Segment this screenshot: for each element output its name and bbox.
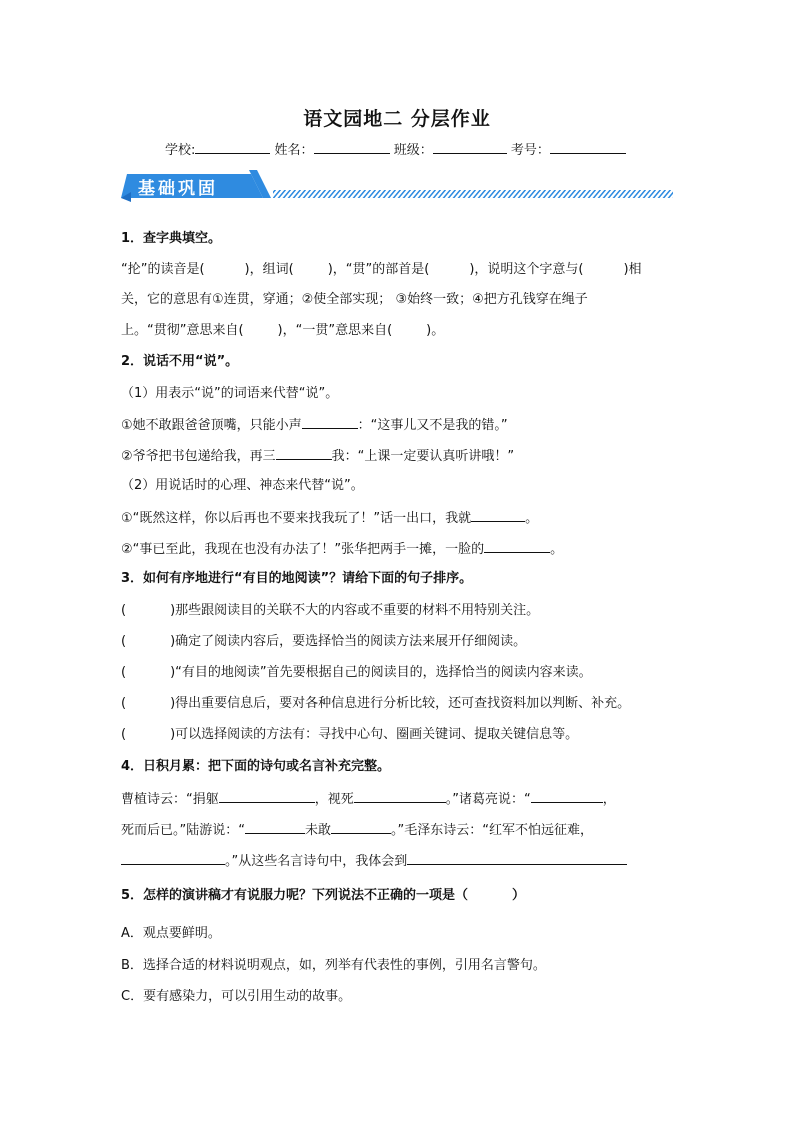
school-label: 学校: bbox=[165, 143, 196, 158]
q4-line-3: 。”从这些名言诗句中，我体会到 bbox=[121, 851, 627, 871]
school-blank[interactable] bbox=[195, 141, 270, 154]
q1-line-1: “抡”的读音是( )，组词( )，“贯”的部首是( )，说明这个字意与( )相 bbox=[121, 262, 642, 277]
page-title: 语文园地二 分层作业 bbox=[303, 108, 491, 130]
q4-blank-1[interactable] bbox=[219, 789, 315, 803]
number-blank[interactable] bbox=[550, 141, 626, 154]
q5-option-c: C．要有感染力，可以引用生动的故事。 bbox=[121, 989, 352, 1004]
q3-item-5: ( )可以选择阅读的方法有：寻找中心句、圈画关键词、提取关键信息等。 bbox=[121, 727, 579, 742]
q1-line-3: 上。“贯彻”意思来自( )，“一贯”意思来自( )。 bbox=[121, 323, 445, 338]
q2-part-2: （2）用说话时的心理、神态来代替“说”。 bbox=[121, 478, 364, 493]
q2-part-1: （1）用表示“说”的词语来代替“说”。 bbox=[121, 386, 339, 401]
q2-sentence-2: ②爷爷把书包递给我，再三 我：“上课一定要认真听讲哦！” bbox=[121, 446, 514, 466]
q5-option-b: B．选择合适的材料说明观点，如，列举有代表性的事例，引用名言警句。 bbox=[121, 958, 546, 973]
q4-line-1: 曹植诗云：“捐躯 ，视死 。”诸葛亮说：“ ， bbox=[121, 789, 616, 809]
q4-blank-5[interactable] bbox=[331, 820, 391, 834]
name-label: 姓名： bbox=[274, 143, 314, 158]
student-info-line bbox=[165, 139, 626, 158]
number-label: 考号： bbox=[510, 143, 550, 158]
q2-sentence-4: ②“事已至此，我现在也没有办法了！”张华把两手一摊，一脸的 。 bbox=[121, 539, 563, 559]
name-blank[interactable] bbox=[314, 141, 390, 154]
q3-heading: 3．如何有序地进行“有目的地阅读”？请给下面的句子排序。 bbox=[121, 571, 473, 586]
banner-hatch bbox=[273, 190, 673, 198]
q4-line-2: 死而后已。”陆游说：“ 未敢 。”毛泽东诗云：“红军不怕远征难， bbox=[121, 820, 593, 840]
class-blank[interactable] bbox=[433, 141, 507, 154]
q2-blank-2[interactable] bbox=[276, 446, 332, 460]
q2-heading: 2．说话不用“说”。 bbox=[121, 354, 239, 369]
q4-blank-7[interactable] bbox=[407, 851, 627, 865]
q4-blank-6[interactable] bbox=[121, 851, 225, 865]
q4-heading: 4．日积月累：把下面的诗句或名言补充完整。 bbox=[121, 759, 391, 774]
q3-item-4: ( )得出重要信息后，要对各种信息进行分析比较，还可查找资料加以判断、补充。 bbox=[121, 696, 631, 711]
q3-item-3: ( )“有目的地阅读”首先要根据自己的阅读目的，选择恰当的阅读内容来读。 bbox=[121, 665, 592, 680]
q4-blank-4[interactable] bbox=[245, 820, 305, 834]
q5-heading: 5．怎样的演讲稿才有说服力呢？下列说法不正确的一项是（ ） bbox=[121, 888, 526, 903]
q2-blank-1[interactable] bbox=[302, 415, 358, 429]
q2-sentence-3: ①“既然这样，你以后再也不要来找我玩了！”话一出口，我就 。 bbox=[121, 508, 538, 528]
section-banner-label: 基础巩固 bbox=[138, 179, 218, 199]
q3-item-2: ( )确定了阅读内容后，要选择恰当的阅读方法来展开仔细阅读。 bbox=[121, 634, 527, 649]
q2-blank-3[interactable] bbox=[471, 508, 525, 522]
q3-item-1: ( )那些跟阅读目的关联不大的内容或不重要的材料不用特别关注。 bbox=[121, 603, 540, 618]
q1-line-2: 关，它的意思有①连贯，穿通；②使全部实现； ③始终一致；④把方孔钱穿在绳子 bbox=[121, 292, 588, 307]
q2-blank-4[interactable] bbox=[484, 539, 550, 553]
q4-blank-3[interactable] bbox=[531, 789, 603, 803]
class-label: 班级： bbox=[393, 143, 433, 158]
q5-option-a: A．观点要鲜明。 bbox=[121, 926, 221, 941]
q1-heading: 1．查字典填空。 bbox=[121, 231, 222, 246]
q4-blank-2[interactable] bbox=[354, 789, 446, 803]
q2-sentence-1: ①她不敢跟爸爸顶嘴，只能小声 ：“这事儿又不是我的错。” bbox=[121, 415, 508, 435]
